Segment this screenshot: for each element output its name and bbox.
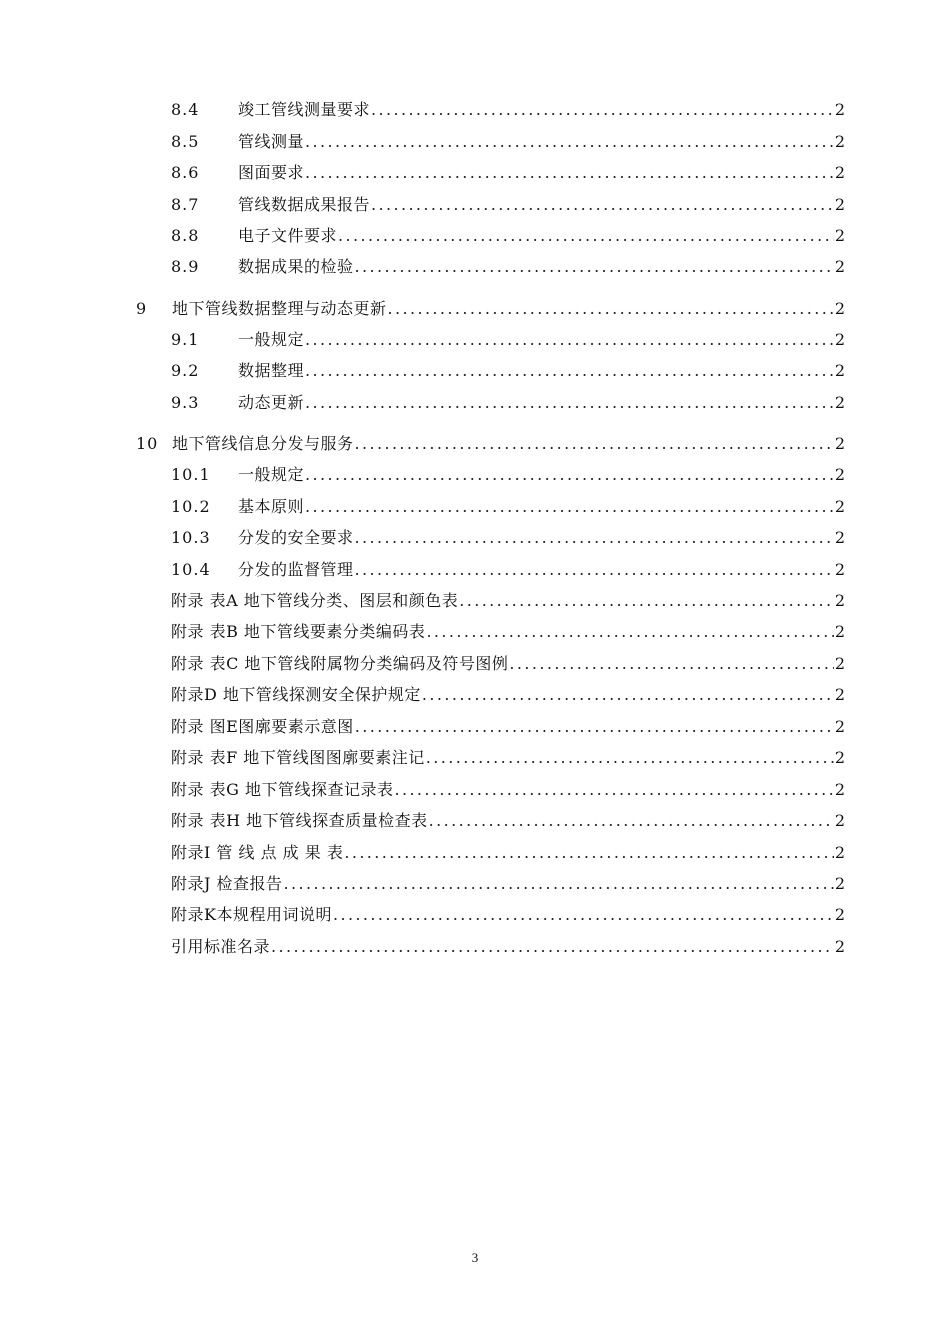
toc-leader-dots xyxy=(284,873,834,895)
toc-entry-10-2[interactable] xyxy=(171,496,845,518)
toc-entry-page: 2 xyxy=(834,780,845,799)
toc-entry-title: 基本原则 xyxy=(238,497,305,516)
toc-entry-title: 附录J 检查报告 xyxy=(171,874,283,893)
toc-entry-number: 10.2 xyxy=(171,497,211,516)
toc-entry-page: 2 xyxy=(834,257,845,276)
toc-leader-dots xyxy=(305,131,834,153)
toc-entry-number: 9.2 xyxy=(171,361,200,380)
toc-entry-page: 2 xyxy=(834,497,845,516)
toc-entry-number: 10.1 xyxy=(171,465,211,484)
toc-leader-dots xyxy=(271,936,834,958)
toc-entry-title: 地下管线数据整理与动态更新 xyxy=(172,299,387,318)
toc-entry-number: 8.8 xyxy=(171,226,200,245)
toc-entry-page: 2 xyxy=(834,905,845,924)
toc-entry-title: 管线数据成果报告 xyxy=(238,195,371,214)
toc-leader-dots xyxy=(305,392,834,414)
toc-entry-title: 动态更新 xyxy=(238,393,305,412)
toc-entry-page: 2 xyxy=(834,361,845,380)
toc-entry-title: 附录 表F 地下管线图图廓要素注记 xyxy=(171,748,425,767)
toc-leader-dots xyxy=(355,527,834,549)
toc-entry-page: 2 xyxy=(834,843,845,862)
toc-entry-page: 2 xyxy=(834,622,845,641)
toc-entry-title: 电子文件要求 xyxy=(238,226,338,245)
toc-entry-page: 2 xyxy=(834,560,845,579)
toc-entry-title: 附录 图E图廓要素示意图 xyxy=(171,717,354,736)
toc-leader-dots xyxy=(305,464,834,486)
toc-entry-9-3[interactable] xyxy=(171,392,845,414)
toc-entry-number: 8.4 xyxy=(171,100,200,119)
toc-leader-dots xyxy=(333,904,834,926)
toc-leader-dots xyxy=(344,842,833,864)
toc-leader-dots xyxy=(426,621,833,643)
toc-entry-title: 数据成果的检验 xyxy=(238,257,354,276)
toc-entry-references[interactable] xyxy=(171,936,845,958)
toc-entry-title: 数据整理 xyxy=(238,361,305,380)
toc-entry-number: 10.4 xyxy=(171,560,211,579)
toc-entry-page: 2 xyxy=(834,330,845,349)
toc-leader-dots xyxy=(394,779,833,801)
toc-leader-dots xyxy=(509,653,833,675)
toc-leader-dots xyxy=(426,747,834,769)
toc-entry-appendix-h[interactable] xyxy=(171,810,845,832)
toc-leader-dots xyxy=(355,559,834,581)
toc-leader-dots xyxy=(371,99,834,121)
toc-entry-title: 附录I 管 线 点 成 果 表 xyxy=(171,843,344,862)
toc-entry-page: 2 xyxy=(834,748,845,767)
toc-entry-page: 2 xyxy=(834,685,845,704)
toc-entry-page: 2 xyxy=(834,528,845,547)
toc-leader-dots xyxy=(305,162,834,184)
toc-entry-appendix-e[interactable] xyxy=(171,716,845,738)
toc-entry-title: 附录 表B 地下管线要素分类编码表 xyxy=(171,622,426,641)
toc-entry-title: 附录D 地下管线探测安全保护规定 xyxy=(171,685,421,704)
toc-entry-9-2[interactable] xyxy=(171,360,845,382)
toc-entry-title: 引用标准名录 xyxy=(171,937,271,956)
toc-entry-page: 2 xyxy=(834,874,845,893)
page-number: 3 xyxy=(471,1250,479,1265)
toc-entry-8-8[interactable] xyxy=(171,225,845,247)
toc-entry-9[interactable] xyxy=(136,298,845,320)
toc-leader-dots xyxy=(388,298,834,320)
toc-leader-dots xyxy=(355,716,834,738)
toc-entry-title: 分发的安全要求 xyxy=(238,528,354,547)
toc-entry-10-1[interactable] xyxy=(171,464,845,486)
toc-entry-10[interactable] xyxy=(136,433,845,455)
toc-entry-title: 地下管线信息分发与服务 xyxy=(172,434,354,453)
toc-entry-8-6[interactable] xyxy=(171,162,845,184)
toc-entry-number: 8.6 xyxy=(171,163,200,182)
toc-entry-title: 竣工管线测量要求 xyxy=(238,100,371,119)
toc-leader-dots xyxy=(305,360,834,382)
toc-entry-8-5[interactable] xyxy=(171,131,845,153)
toc-leader-dots xyxy=(422,684,834,706)
toc-entry-appendix-b[interactable] xyxy=(171,621,845,643)
toc-entry-8-4[interactable] xyxy=(171,99,845,121)
toc-entry-page: 2 xyxy=(834,132,845,151)
toc-entry-appendix-d[interactable] xyxy=(171,684,845,706)
toc-entry-page: 2 xyxy=(834,811,845,830)
toc-entry-page: 2 xyxy=(834,717,845,736)
toc-entry-appendix-i[interactable] xyxy=(171,842,845,864)
toc-entry-8-7[interactable] xyxy=(171,194,845,216)
toc-entry-title: 一般规定 xyxy=(238,330,305,349)
toc-entry-title: 管线测量 xyxy=(238,132,305,151)
toc-entry-page: 2 xyxy=(834,591,845,610)
toc-entry-number: 8.5 xyxy=(171,132,200,151)
toc-entry-title: 附录 表G 地下管线探查记录表 xyxy=(171,780,394,799)
toc-entry-number: 8.7 xyxy=(171,195,200,214)
toc-entry-appendix-k[interactable] xyxy=(171,904,845,926)
toc-entry-appendix-a[interactable] xyxy=(171,590,845,612)
toc-entry-page: 2 xyxy=(834,163,845,182)
toc-entry-9-1[interactable] xyxy=(171,329,845,351)
toc-entry-title: 附录 表C 地下管线附属物分类编码及符号图例 xyxy=(171,654,509,673)
toc-entry-page: 2 xyxy=(834,226,845,245)
toc-entry-page: 2 xyxy=(834,465,845,484)
toc-entry-number: 9 xyxy=(136,299,148,318)
toc-leader-dots xyxy=(371,194,834,216)
toc-leader-dots xyxy=(338,225,834,247)
toc-entry-page: 2 xyxy=(834,393,845,412)
toc-entry-number: 10 xyxy=(136,434,159,453)
toc-entry-title: 分发的监督管理 xyxy=(238,560,354,579)
toc-entry-title: 附录 表A 地下管线分类、图层和颜色表 xyxy=(171,591,459,610)
toc-entry-title: 图面要求 xyxy=(238,163,305,182)
toc-entry-10-4[interactable] xyxy=(171,559,845,581)
toc-entry-title: 一般规定 xyxy=(238,465,305,484)
toc-entry-number: 9.3 xyxy=(171,393,200,412)
toc-leader-dots xyxy=(305,496,834,518)
toc-leader-dots xyxy=(355,256,834,278)
toc-entry-page: 2 xyxy=(834,654,845,673)
toc-entry-number: 9.1 xyxy=(171,330,200,349)
toc-leader-dots xyxy=(429,810,834,832)
toc-leader-dots xyxy=(459,590,834,612)
toc-entry-appendix-g[interactable] xyxy=(171,779,845,801)
toc-entry-number: 10.3 xyxy=(171,528,211,547)
toc-entry-appendix-j[interactable] xyxy=(171,873,845,895)
toc-entry-appendix-f[interactable] xyxy=(171,747,845,769)
toc-entry-title: 附录 表H 地下管线探查质量检查表 xyxy=(171,811,428,830)
toc-entry-page: 2 xyxy=(834,195,845,214)
toc-entry-page: 2 xyxy=(834,100,845,119)
toc-entry-page: 2 xyxy=(834,299,845,318)
toc-entry-page: 2 xyxy=(834,937,845,956)
toc-entry-title: 附录K本规程用词说明 xyxy=(171,905,332,924)
toc-leader-dots xyxy=(305,329,834,351)
toc-entry-10-3[interactable] xyxy=(171,527,845,549)
toc-entry-page: 2 xyxy=(834,434,845,453)
toc-entry-number: 8.9 xyxy=(171,257,200,276)
toc-entry-appendix-c[interactable] xyxy=(171,653,845,675)
toc-entry-8-9[interactable] xyxy=(171,256,845,278)
toc-leader-dots xyxy=(355,433,834,455)
